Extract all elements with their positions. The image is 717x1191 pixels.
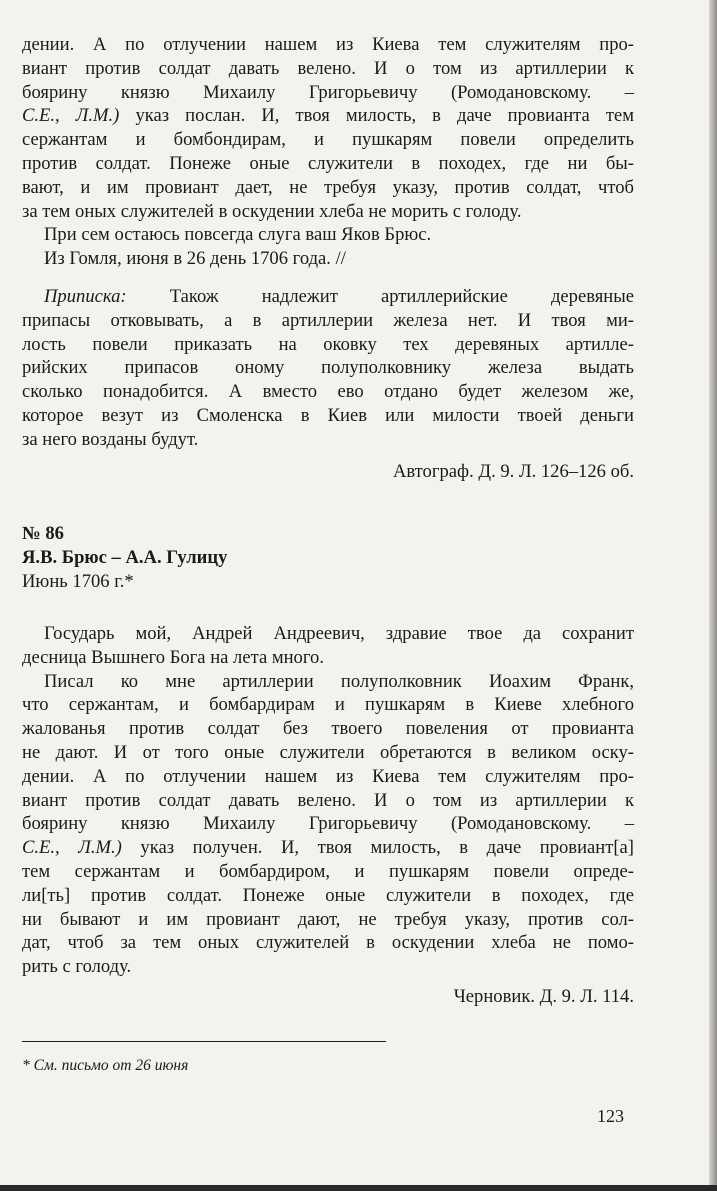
- text-line: против солдат. Понеже оные служители в походех, где ни бы-: [22, 152, 634, 174]
- text-line: Писал ко мне артиллерии полуполковник Иоахим Франк,: [44, 670, 634, 692]
- postscript-label: Приписка:: [44, 285, 127, 307]
- text-line: рить с голоду.: [22, 956, 132, 978]
- text-line: тем сержантам и бомбардиром, и пушкарям повели опреде-: [22, 860, 634, 882]
- greeting-line: десница Вышнего Бога на лета много.: [22, 646, 324, 668]
- text-line: не дают. И от того оные служители обретаются в великом оску-: [22, 741, 634, 763]
- footnote: * См. письмо от 26 июня: [22, 1057, 189, 1074]
- page-number: 123: [597, 1106, 624, 1126]
- text-line: жалованья против солдат без твоего повеления от провианта: [22, 718, 634, 740]
- source-citation: Черновик. Д. 9. Л. 114.: [453, 985, 634, 1007]
- editor-note: С.Е., Л.М.): [22, 837, 122, 859]
- page-edge-bottom: [0, 1185, 717, 1191]
- letter-date: Июнь 1706 г.*: [22, 570, 134, 592]
- text-line: что сержантам, и бомбардирам и пушкарям в Киеве хлебного: [22, 694, 634, 716]
- text-line: которое везут из Смоленска в Киев или милости твоей деньги: [22, 404, 634, 426]
- text-line: [22, 836, 634, 860]
- text-line: боярину князю Михаилу Григорьевичу (Ромодановскому. –: [22, 813, 634, 835]
- text-line: сержантам и бомбондирам, и пушкарям повели определить: [22, 129, 634, 151]
- text-fragment: Також надлежит артиллерийские деревяные: [169, 285, 634, 307]
- letter-86-body: [22, 622, 634, 1009]
- text-line: вают, и им провиант дает, не требуя указу, против солдат, чтоб: [22, 176, 634, 198]
- text-line: за него возданы будут.: [22, 428, 199, 450]
- text-line: дат, чтоб за тем оных служителей в оскудении хлеба не помо-: [22, 932, 634, 954]
- greeting-line: Государь мой, Андрей Андреевич, здравие твое да сохранит: [44, 623, 634, 644]
- letter-86-header: [22, 522, 634, 593]
- text-line: ли[ть] против солдат. Понеже оные служители в походех, где: [22, 884, 634, 906]
- text-line: припасы отковывать, а в артиллерии железа нет. И твоя ми-: [22, 309, 634, 331]
- letter-continuation: [22, 33, 634, 483]
- postscript-first-line: [22, 285, 634, 309]
- text-line: боярину князю Михаилу Григорьевичу (Ромодановскому. –: [22, 81, 634, 103]
- signature-line: При сем остаюсь повсегда слуга ваш Яков Брюс.: [44, 224, 432, 246]
- text-line: ни бывают и им провиант дают, не требуя указу, против сол-: [22, 908, 634, 930]
- text-line: лость повели приказать на оковку тех деревяных артилле-: [22, 333, 634, 355]
- text-line: дении. А по отлучении нашем из Киева тем служителям про-: [22, 34, 634, 55]
- editor-note: С.Е., Л.М.): [22, 105, 120, 127]
- text-line: за тем оных служителей в оскудении хлеба не морить с голоду.: [22, 200, 522, 222]
- text-fragment: указ послан. И, твоя милость, в даче провианта тем: [135, 105, 634, 127]
- letter-number: № 86: [22, 523, 64, 544]
- text-line: виант против солдат давать велено. И о том из артиллерии к: [22, 57, 634, 79]
- page-edge-right: [709, 0, 717, 1191]
- text-fragment: указ получен. И, твоя милость, в даче провиант[а]: [140, 837, 634, 859]
- text-line: виант против солдат давать велено. И о том из артиллерии к: [22, 789, 634, 811]
- text-line: дении. А по отлучении нашем из Киева тем служителям про-: [22, 765, 634, 787]
- source-citation: Автограф. Д. 9. Л. 126–126 об.: [392, 460, 634, 482]
- text-line: рийских припасов оному полуполковнику железа выдать: [22, 357, 634, 379]
- footnote-divider: [22, 1041, 386, 1042]
- date-place-line: Из Гомля, июня в 26 день 1706 года. //: [44, 248, 346, 270]
- text-line: сколько понадобится. А вместо ево отдано будет железом же,: [22, 381, 634, 403]
- text-line: [22, 104, 634, 128]
- letter-heading: Я.В. Брюс – А.А. Гулицу: [22, 546, 228, 568]
